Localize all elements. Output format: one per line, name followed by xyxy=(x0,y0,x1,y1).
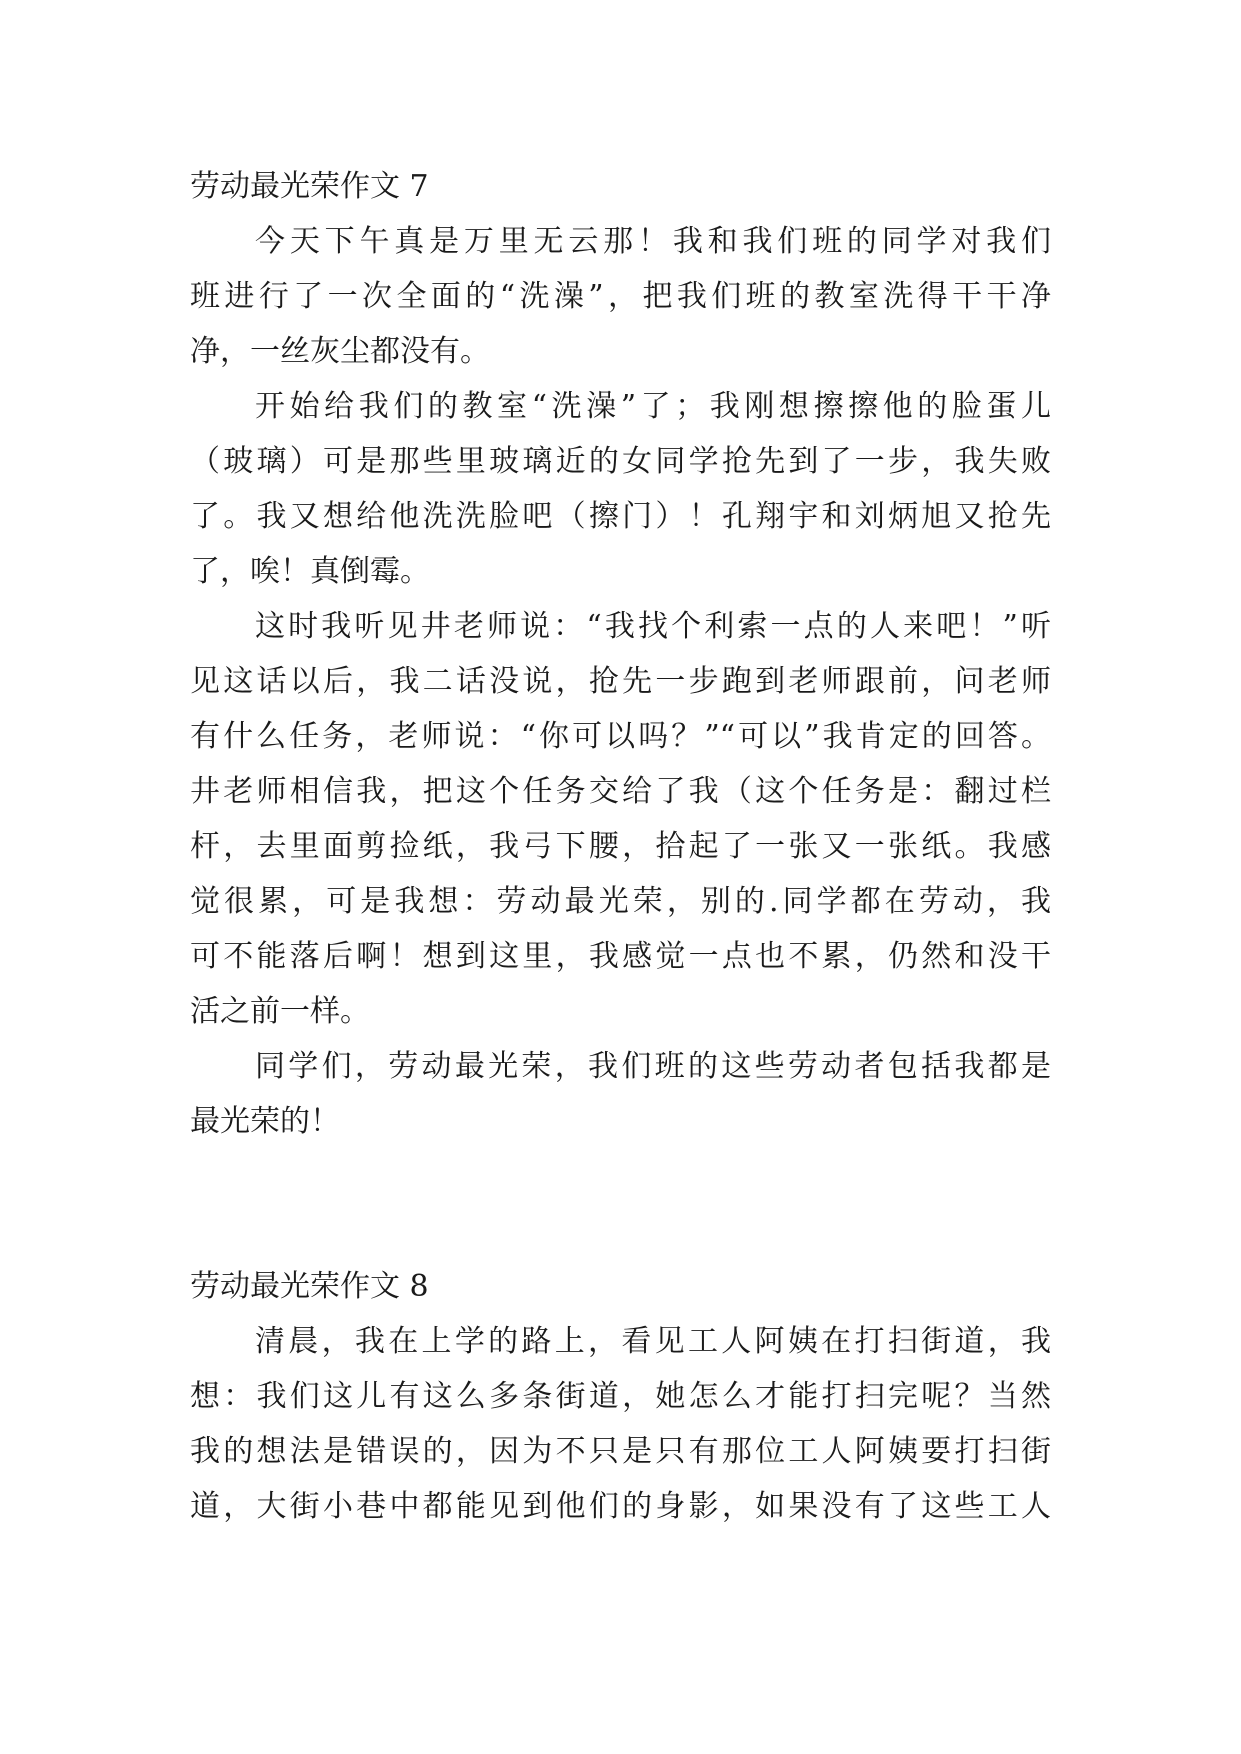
essay8-line: 清晨，我在上学的路上，看见工人阿姨在打扫街道，我 xyxy=(255,1324,1051,1359)
essay7-line: 同学们，劳动最光荣，我们班的这些劳动者包括我都是 xyxy=(255,1049,1051,1084)
essay7-line: 杆，去里面剪捡纸，我弓下腰，拾起了一张又一张纸。我感 xyxy=(190,829,1051,864)
essay7-line: （玻璃）可是那些里玻璃近的女同学抢先到了一步，我失败 xyxy=(190,444,1051,479)
essay7-line: 这时我听见井老师说：“我找个利索一点的人来吧！”听 xyxy=(255,609,1051,644)
essay8-title: 劳动最光荣作文 8 xyxy=(190,1269,429,1304)
essay8-line: 道，大街小巷中都能见到他们的身影，如果没有了这些工人 xyxy=(190,1489,1051,1524)
essay7-line: 了。我又想给他洗洗脸吧（擦门）！孔翔宇和刘炳旭又抢先 xyxy=(190,499,1051,534)
essay7-line: 井老师相信我，把这个任务交给了我（这个任务是：翻过栏 xyxy=(190,774,1051,809)
essay7-line: 有什么任务，老师说：“你可以吗？”“可以”我肯定的回答。 xyxy=(190,719,1051,754)
essay7-line: 可不能落后啊！想到这里，我感觉一点也不累，仍然和没干 xyxy=(190,939,1051,974)
essay7-line: 开始给我们的教室“洗澡”了；我刚想擦擦他的脸蛋儿 xyxy=(255,389,1051,424)
essay7-line: 了，唉！真倒霉。 xyxy=(190,554,430,589)
essay7-line: 觉很累，可是我想：劳动最光荣，别的.同学都在劳动，我 xyxy=(190,884,1051,919)
essay7-title: 劳动最光荣作文 7 xyxy=(190,169,429,204)
essay7-line: 活之前一样。 xyxy=(190,994,370,1029)
essay8-line: 我的想法是错误的，因为不只是只有那位工人阿姨要打扫街 xyxy=(190,1434,1051,1469)
essay7-line: 今天下午真是万里无云那！我和我们班的同学对我们 xyxy=(255,224,1051,259)
essay7-line: 班进行了一次全面的“洗澡”，把我们班的教室洗得干干净 xyxy=(190,279,1051,314)
essay7-line: 最光荣的！ xyxy=(190,1104,340,1139)
essay8-line: 想：我们这儿有这么多条街道，她怎么才能打扫完呢？当然 xyxy=(190,1379,1051,1414)
essay7-line: 净，一丝灰尘都没有。 xyxy=(190,334,490,369)
essay7-line: 见这话以后，我二话没说，抢先一步跑到老师跟前，问老师 xyxy=(190,664,1051,699)
